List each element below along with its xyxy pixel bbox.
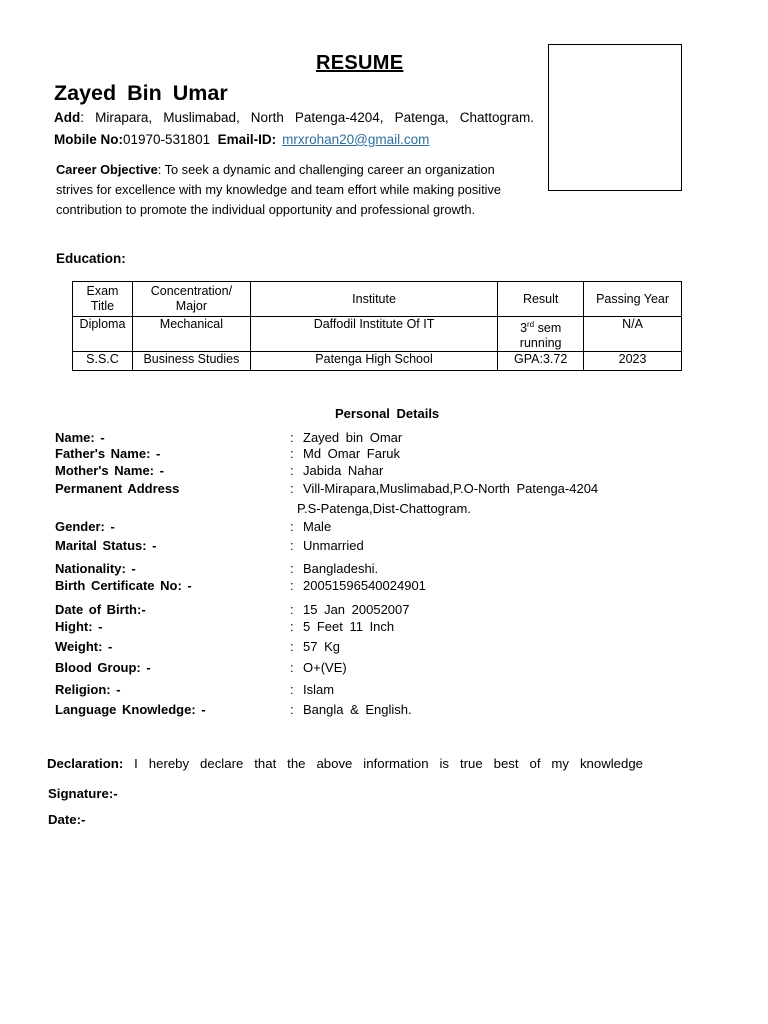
value-father: Md Omar Faruk bbox=[303, 446, 401, 461]
table-row bbox=[73, 317, 682, 352]
value-address-line2: P.S-Patenga,Dist-Chattogram. bbox=[297, 501, 471, 516]
cell-major: Business Studies bbox=[132, 352, 250, 371]
education-table bbox=[72, 281, 682, 371]
label-nationality: Nationality: - bbox=[55, 561, 136, 576]
value-mother: Jabida Nahar bbox=[303, 463, 384, 478]
label-blood-group: Blood Group: - bbox=[55, 660, 151, 675]
value-name: Zayed bin Omar bbox=[303, 430, 403, 445]
colon: : bbox=[290, 446, 294, 461]
resume-title: RESUME bbox=[316, 52, 404, 74]
cell-year: N/A bbox=[584, 317, 682, 352]
mobile-value: 01970-531801 bbox=[123, 132, 211, 147]
colon: : bbox=[290, 430, 294, 445]
result-superscript: rd bbox=[527, 320, 535, 329]
address-line bbox=[54, 110, 534, 125]
label-weight: Weight: - bbox=[55, 639, 113, 654]
value-gender: Male bbox=[303, 519, 332, 534]
contact-line bbox=[54, 132, 429, 147]
cell-major: Mechanical bbox=[132, 317, 250, 352]
value-dob: 15 Jan 20052007 bbox=[303, 602, 410, 617]
value-address: Vill-Mirapara,Muslimabad,P.O-North Patenga-4204 bbox=[303, 481, 599, 496]
cell-year: 2023 bbox=[584, 352, 682, 371]
candidate-name: Zayed Bin Umar bbox=[54, 81, 228, 105]
col-result: Result bbox=[498, 282, 584, 317]
colon: : bbox=[290, 660, 294, 675]
label-address: Permanent Address bbox=[55, 481, 180, 496]
table-row bbox=[73, 352, 682, 371]
colon: : bbox=[290, 538, 294, 553]
colon: : bbox=[290, 602, 294, 617]
result-number: 3 bbox=[520, 321, 528, 336]
col-exam-title: Exam Title bbox=[73, 282, 133, 317]
cell-exam: Diploma bbox=[73, 317, 133, 352]
value-language: Bangla & English. bbox=[303, 702, 412, 717]
email-label: Email-ID: bbox=[217, 132, 277, 147]
declaration-text: I hereby declare that the above information is true best of my knowledge bbox=[134, 756, 643, 771]
colon: : bbox=[290, 519, 294, 534]
photo-placeholder bbox=[548, 44, 682, 191]
result-rest: sem running bbox=[519, 321, 562, 351]
colon: : bbox=[290, 682, 294, 697]
label-dob: Date of Birth:- bbox=[55, 602, 146, 617]
label-name: Name: - bbox=[55, 430, 105, 445]
label-language: Language Knowledge: - bbox=[55, 702, 206, 717]
career-text: : To seek a dynamic and challenging career an organization strives for excellence with my knowledge and team effort while making positive contribution to promote the individual opportunity and professional growth. bbox=[56, 162, 502, 217]
colon: : bbox=[290, 463, 294, 478]
value-weight: 57 Kg bbox=[303, 639, 340, 654]
label-father: Father's Name: - bbox=[55, 446, 161, 461]
signature-label: Signature:- bbox=[48, 786, 118, 801]
label-gender: Gender: - bbox=[55, 519, 115, 534]
label-birth-cert: Birth Certificate No: - bbox=[55, 578, 192, 593]
label-height: Hight: - bbox=[55, 619, 103, 634]
value-height: 5 Feet 11 Inch bbox=[303, 619, 395, 634]
education-heading: Education: bbox=[56, 251, 126, 266]
personal-details-heading: Personal Details bbox=[335, 406, 440, 421]
value-birth-cert: 20051596540024901 bbox=[303, 578, 426, 593]
label-marital: Marital Status: - bbox=[55, 538, 157, 553]
cell-institute: Daffodil Institute Of IT bbox=[250, 317, 497, 352]
address-value: : Mirapara, Muslimabad, North Patenga-4204, Patenga, Chattogram. bbox=[80, 110, 534, 125]
label-mother: Mother's Name: - bbox=[55, 463, 164, 478]
career-objective bbox=[56, 160, 526, 220]
declaration-label: Declaration: bbox=[47, 756, 124, 771]
col-institute: Institute bbox=[250, 282, 497, 317]
col-major: Concentration/ Major bbox=[132, 282, 250, 317]
label-religion: Religion: - bbox=[55, 682, 121, 697]
colon: : bbox=[290, 619, 294, 634]
cell-result bbox=[498, 317, 584, 352]
address-label: Add bbox=[54, 110, 81, 125]
colon: : bbox=[290, 578, 294, 593]
career-label: Career Objective bbox=[56, 162, 158, 177]
colon: : bbox=[290, 639, 294, 654]
table-header-row bbox=[73, 282, 682, 317]
col-passing-year: Passing Year bbox=[584, 282, 682, 317]
declaration bbox=[47, 756, 643, 771]
colon: : bbox=[290, 702, 294, 717]
colon: : bbox=[290, 481, 294, 496]
date-label: Date:- bbox=[48, 812, 86, 827]
value-marital: Unmarried bbox=[303, 538, 364, 553]
colon: : bbox=[290, 561, 294, 576]
value-blood-group: O+(VE) bbox=[303, 660, 347, 675]
cell-institute: Patenga High School bbox=[250, 352, 497, 371]
cell-exam: S.S.C bbox=[73, 352, 133, 371]
value-religion: Islam bbox=[303, 682, 335, 697]
email-link[interactable]: mrxrohan20@gmail.com bbox=[282, 132, 430, 147]
mobile-label: Mobile No: bbox=[54, 132, 123, 147]
value-nationality: Bangladeshi. bbox=[303, 561, 379, 576]
cell-result: GPA:3.72 bbox=[498, 352, 584, 371]
